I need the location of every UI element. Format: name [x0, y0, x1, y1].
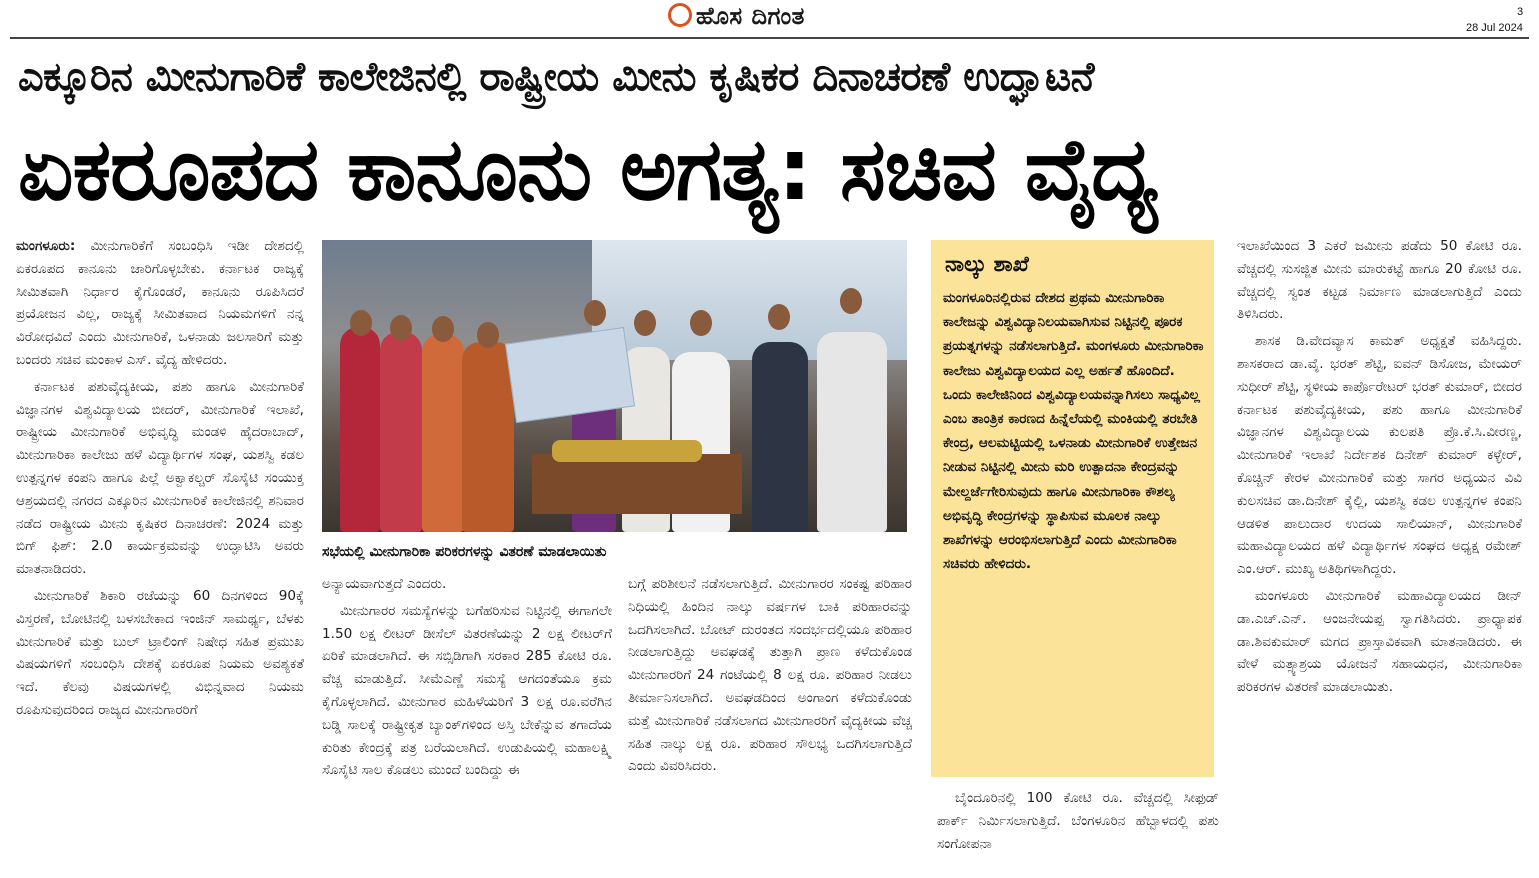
sidebar-box	[931, 240, 1214, 777]
photo-figure	[752, 342, 808, 532]
masthead	[0, 0, 1539, 38]
photo-head	[768, 304, 790, 330]
sidebar-title: ನಾಲ್ಕು ಶಾಖೆ	[945, 252, 1029, 276]
photo-head	[634, 310, 656, 336]
masthead-rule	[10, 37, 1529, 39]
photo-figure	[340, 327, 380, 532]
paragraph: ಮೀನುಗಾರಿಕೆ ಶಿಕಾರಿ ರಜೆಯನ್ನು 60 ದಿನಗಳಿಂದ 90ಕ್ಕೆ ವಿಸ್ತರಣೆ, ಬೋಟಿನಲ್ಲಿ ಬಳಸಬೇಕಾದ ಇಂಜಿನ್ ಸಾಮರ್ಥ್ಯ, ಬೆಳಕು ಮೀನುಗಾರಿಕೆ ಮತ್ತು ಬುಲ್ ಟ್ರಾಲಿಂಗ್ ನಿಷೇಧ ಸಹಿತ ಪ್ರಮುಖ ವಿಷಯಗಳಿಗೆ ಸಂಬಂಧಿಸಿ ದೇಶಕ್ಕೆ ಏಕರೂಪ ನಿಯಮ ಅವಶ್ಯಕತೆ ಇದೆ. ಕೆಲವು ವಿಷಯಗಳಲ್ಲಿ ವಿಭಿನ್ನವಾದ ನಿಯಮ ರೂಪಿಸುವುದರಿಂದ ರಾಜ್ಯದ ಮೀನುಗಾರರಿಗೆ	[16, 587, 304, 718]
sidebar-body: ಮಂಗಳೂರಿನಲ್ಲಿರುವ ದೇಶದ ಪ್ರಥಮ ಮೀನುಗಾರಿಕಾ ಕಾಲೇಜನ್ನು ವಿಶ್ವವಿದ್ಯಾನಿಲಯವಾಗಿಸುವ ನಿಟ್ಟಿನಲ್ಲಿ ಪೂರಕ ಪ್ರಯತ್ನಗಳನ್ನು ನಡೆಸಲಾಗುತ್ತಿದೆ. ಮಂಗಳೂರು ಮೀನುಗಾರಿಕಾ ಕಾಲೇಜು ವಿಶ್ವವಿದ್ಯಾಲಯದ ಎಲ್ಲ ಅರ್ಹತೆ ಹೊಂದಿದೆ. ಒಂದು ಕಾಲೇಜಿನಿಂದ ವಿಶ್ವವಿದ್ಯಾಲಯವನ್ನಾಗಿಸಲು ಸಾಧ್ಯವಿಲ್ಲ ಎಂಬ ತಾಂತ್ರಿಕ ಕಾರಣದ ಹಿನ್ನೆಲೆಯಲ್ಲಿ ಮಂಕಿಯಲ್ಲಿ ತರಬೇತಿ ಕೇಂದ್ರ, ಆಲಮಟ್ಟಿಯಲ್ಲಿ ಒಳನಾಡು ಮೀನುಗಾರಿಕೆ ಉತ್ತೇಜನ ನೀಡುವ ನಿಟ್ಟಿನಲ್ಲಿ ಮೀನು ಮರಿ ಉತ್ಪಾದನಾ ಕೇಂದ್ರವನ್ನು ಮೇಲ್ದರ್ಜೆಗೇರಿಸುವುದು ಹಾಗೂ ಮೀನುಗಾರಿಕಾ ಕೌಶಲ್ಯ ಅಭಿವೃದ್ಧಿ ಕೇಂದ್ರಗಳನ್ನು ಸ್ಥಾಪಿಸುವ ಮೂಲಕ ನಾಲ್ಕು ಶಾಖೆಗಳನ್ನು ಆರಂಭಿಸಲಾಗುತ್ತಿದೆ ಎಂದು ಮೀನುಗಾರಿಕಾ ಸಚಿವರು ಹೇಳಿದರು.	[943, 290, 1204, 573]
fishing-net-gift	[505, 327, 635, 423]
photo-head	[690, 310, 712, 336]
paragraph: ಇಲಾಖೆಯಿಂದ 3 ಎಕರೆ ಜಮೀನು ಪಡೆದು 50 ಕೋಟಿ ರೂ. ವೆಚ್ಚದಲ್ಲಿ ಸುಸಜ್ಜಿತ ಮೀನು ಮಾರುಕಟ್ಟೆ ಹಾಗೂ 20 ಕೋಟಿ ರೂ. ವೆಚ್ಚದಲ್ಲಿ ಸ್ವಂತ ಕಟ್ಟಡ ನಿರ್ಮಾಣ ಮಾಡಲಾಗುತ್ತಿದೆ ಎಂದು ತಿಳಿಸಿದರು.	[1237, 238, 1522, 323]
stage-table	[532, 454, 742, 514]
article-photo	[322, 240, 907, 532]
page-date: 28 Jul 2024	[1466, 22, 1523, 34]
paragraph: ಅನ್ಯಾಯವಾಗುತ್ತದೆ ಎಂದರು.	[322, 576, 447, 592]
paragraph: ಮಂಗಳೂರು ಮೀನುಗಾರಿಕೆ ಮಹಾವಿದ್ಯಾಲಯದ ಡೀನ್ ಡಾ.ಎಚ್.ಎನ್. ಆಂಜನೇಯಪ್ಪ ಸ್ವಾಗತಿಸಿದರು. ಪ್ರಾಧ್ಯಾಪಕ ಡಾ.ಶಿವಕುಮಾರ್ ಮಗದ ಪ್ರಾಸ್ತಾವಿಕವಾಗಿ ಮಾತನಾಡಿದರು. ಈ ವೇಳೆ ಮತ್ಸ್ಯಾಶ್ರಯ ಯೋಜನೆ ಸಹಾಯಧನ, ಮೀನುಗಾರಿಕಾ ಪರಿಕರಗಳ ವಿತರಣೆ ಮಾಡಲಾಯಿತು.	[1237, 587, 1522, 696]
paragraph	[16, 235, 304, 372]
photo-head	[350, 310, 372, 336]
photo-head	[477, 322, 499, 348]
paragraph: ಶಾಸಕ ಡಿ.ವೇದವ್ಯಾಸ ಕಾಮತ್ ಅಧ್ಯಕ್ಷತೆ ವಹಿಸಿದ್ದರು. ಶಾಸಕರಾದ ಡಾ.ವೈ. ಭರತ್ ಶೆಟ್ಟಿ, ಐವನ್ ಡಿಸೋಜ, ಮೇಯರ್ ಸುಧೀರ್ ಶೆಟ್ಟಿ, ಸ್ಥಳೀಯ ಕಾರ್ಪೊರೇಟರ್ ಭರತ್ ಕುಮಾರ್, ಬೀದರ ಕರ್ನಾಟಕ ಪಶುವೈದ್ಯಕೀಯ, ಪಶು ಹಾಗೂ ಮೀನುಗಾರಿಕೆ ವಿಜ್ಞಾನಗಳ ವಿಶ್ವವಿದ್ಯಾಲಯ ಕುಲಪತಿ ಪ್ರೊ.ಕೆ.ಸಿ.ವೀರಣ್ಣ, ಮೀನುಗಾರಿಕೆ ಇಲಾಖೆ ನಿರ್ದೇಶಕ ದಿನೇಶ್ ಕುಮಾರ್ ಕಳ್ಳೇರ್, ಕೊಚ್ಚಿನ್ ಕೇರಳ ಮೀನುಗಾರಿಕೆ ಮತ್ತು ಸಾಗರ ಅಧ್ಯಯನ ವಿವಿ ಕುಲಸಚಿವ ಡಾ.ದಿನೇಶ್ ಕೈಲ್ಲಿ, ಯಶಸ್ವಿ ಕಡಲ ಉತ್ಪನ್ನಗಳ ಕಂಪನಿ ಆಡಳಿತ ಪಾಲುದಾರ ಉದಯ ಸಾಲಿಯಾನ್, ಮೀನುಗಾರಿಕೆ ಮಹಾವಿದ್ಯಾಲಯದ ಹಳೆ ವಿದ್ಯಾರ್ಥಿಗಳ ಸಂಘದ ಅಧ್ಯಕ್ಷ ರಮೇಶ್ ಎಂ.ಆರ್. ಮುಖ್ಯ ಅತಿಥಿಗಳಾಗಿದ್ದರು.	[1237, 333, 1522, 578]
photo-figure	[817, 332, 887, 532]
flower-arrangement	[552, 440, 702, 462]
paragraph-text: ಮೀನುಗಾರಿಕೆಗೆ ಸಂಬಂಧಿಸಿ ಇಡೀ ದೇಶದಲ್ಲಿ ಏಕರೂಪದ ಕಾನೂನು ಜಾರಿಗೊಳ್ಳಬೇಕು. ಕರ್ನಾಟಕ ರಾಜ್ಯಕ್ಕೆ ಸೀಮಿತವಾಗಿ ನಿರ್ಧಾರ ಕೈಗೊಂಡರೆ, ಕಾನೂನು ರೂಪಿಸಿದರೆ ಪ್ರಯೋಜನ ವಿಲ್ಲ, ರಾಜ್ಯಕ್ಕೆ ಸೀಮಿತವಾದ ನಿಯಮಗಳಿಗೆ ನನ್ನ ವಿರೋಧವಿದೆ ಎಂದು ಮೀನುಗಾರಿಕೆ, ಒಳನಾಡು ಜಲಸಾರಿಗೆ ಮತ್ತು ಬಂದರು ಸಚಿವ ಮಂಕಾಳ ಎಸ್. ವೈದ್ಯ ಹೇಳಿದರು.	[16, 238, 304, 368]
logo-ring-icon	[668, 3, 692, 27]
photo-head	[432, 316, 454, 342]
photo-head	[390, 315, 412, 341]
article-column-2	[322, 573, 612, 863]
article-column-1	[16, 235, 304, 865]
dateline: ಮಂಗಳೂರು:	[16, 238, 76, 254]
newspaper-logo	[668, 2, 805, 30]
photo-figure	[380, 332, 422, 532]
photo-figure	[422, 334, 464, 532]
paragraph: ಬಗ್ಗೆ ಪರಿಶೀಲನೆ ನಡೆಸಲಾಗುತ್ತಿದೆ. ಮೀನುಗಾರರ ಸಂಕಷ್ಟ ಪರಿಹಾರ ನಿಧಿಯಲ್ಲಿ ಹಿಂದಿನ ನಾಲ್ಕು ವರ್ಷಗಳ ಬಾಕಿ ಪರಿಹಾರವನ್ನು ಒದಗಿಸಲಾಗಿದೆ. ಬೋಟ್ ದುರಂತದ ಸಂದರ್ಭದಲ್ಲಿಯೂ ಪರಿಹಾರ ನೀಡಲಾಗುತ್ತಿದ್ದು ಅವಘಡಕ್ಕೆ ತುತ್ತಾಗಿ ಪ್ರಾಣ ಕಳೆದುಕೊಂಡ ಮೀನುಗಾರರಿಗೆ 24 ಗಂಟೆಯಲ್ಲಿ 8 ಲಕ್ಷ ರೂ. ಪರಿಹಾರ ನೀಡಲು ತೀರ್ಮಾನಿಸಲಾಗಿದೆ. ಅವಘಡದಿಂದ ಅಂಗಾಂಗ ಕಳೆದುಕೊಂಡು ಮತ್ತೆ ಮೀನುಗಾರಿಕೆ ನಡೆಸಲಾಗದ ಮೀನುಗಾರರಿಗೆ ವೈದ್ಯಕೀಯ ವೆಚ್ಚ ಸಹಿತ ನಾಲ್ಕು ಲಕ್ಷ ರೂ. ಪರಿಹಾರ ಸೌಲಭ್ಯ ಒದಗಿಸಲಾಗುತ್ತಿದೆ ಎಂದು ವಿವರಿಸಿದರು.	[628, 576, 912, 775]
article-headline: ಏಕರೂಪದ ಕಾನೂನು ಅಗತ್ಯ: ಸಚಿವ ವೈದ್ಯ	[18, 120, 1158, 220]
article-kicker: ಎಕ್ಕೂರಿನ ಮೀನುಗಾರಿಕೆ ಕಾಲೇಜಿನಲ್ಲಿ ರಾಷ್ಟ್ರೀಯ ಮೀನು ಕೃಷಿಕರ ದಿನಾಚರಣೆ ಉದ್ಘಾಟನೆ	[18, 54, 1094, 100]
article-column-4	[937, 787, 1219, 867]
paragraph: ಮೀನುಗಾರರ ಸಮಸ್ಯೆಗಳನ್ನು ಬಗೆಹರಿಸುವ ನಿಟ್ಟಿನಲ್ಲಿ ಈಗಾಗಲೇ 1.50 ಲಕ್ಷ ಲೀಟರ್ ಡೀಸೆಲ್ ವಿತರಣೆಯನ್ನು 2 ಲಕ್ಷ ಲೀಟರ್‌ಗೆ ಏರಿಕೆ ಮಾಡಲಾಗಿದೆ. ಈ ಸಬ್ಸಿಡಿಗಾಗಿ ಸರಕಾರ 285 ಕೋಟಿ ರೂ. ವೆಚ್ಚ ಮಾಡುತ್ತಿದೆ. ಸೀಮೆಎಣ್ಣೆ ಸಮಸ್ಯೆ ಆಗದಂತೆಯೂ ಕ್ರಮ ಕೈಗೊಳ್ಳಲಾಗಿದೆ. ಮೀನುಗಾರ ಮಹಿಳೆಯರಿಗೆ 3 ಲಕ್ಷ ರೂ.ವರೆಗಿನ ಬಡ್ಡಿ ಸಾಲಕ್ಕೆ ರಾಷ್ಟ್ರೀಕೃತ ಬ್ಯಾಂಕ್‌ಗಳಿಂದ ಅಸ್ತಿ ಬೇಕೆನ್ನುವ ತಗಾದೆಯ ಕುರಿತು ಕೇಂದ್ರಕ್ಕೆ ಪತ್ರ ಬರೆಯಲಾಗಿದೆ. ಉಡುಪಿಯಲ್ಲಿ ಮಹಾಲಕ್ಷ್ಮಿ ಸೊಸೈಟಿ ಸಾಲ ಕೊಡಲು ಮುಂದೆ ಬಂದಿದ್ದು ಈ	[322, 602, 612, 779]
photo-head	[840, 288, 862, 314]
page-number: 3	[1517, 6, 1524, 18]
photo-head	[584, 300, 606, 326]
photo-figure	[462, 342, 514, 532]
article-column-5	[1237, 235, 1522, 865]
photo-caption: ಸಭೆಯಲ್ಲಿ ಮೀನುಗಾರಿಕಾ ಪರಿಕರಗಳನ್ನು ವಿತರಣೆ ಮಾಡಲಾಯಿತು	[322, 544, 607, 560]
brand-name: ಹೊಸ ದಿಗಂತ	[696, 2, 805, 30]
paragraph: ಕರ್ನಾಟಕ ಪಶುವೈದ್ಯಕೀಯ, ಪಶು ಹಾಗೂ ಮೀನುಗಾರಿಕೆ ವಿಜ್ಞಾನಗಳ ವಿಶ್ವವಿದ್ಯಾಲಯ ಬೀದರ್, ಮೀನುಗಾರಿಕೆ ಇಲಾಖೆ, ರಾಷ್ಟ್ರೀಯ ಮೀನುಗಾರಿಕೆ ಅಭಿವೃದ್ಧಿ ಮಂಡಳಿ ಹೈದರಾಬಾದ್, ಮೀನುಗಾರಿಕಾ ಕಾಲೇಜು ಹಳೆ ವಿದ್ಯಾರ್ಥಿಗಳ ಸಂಘ, ಯಶಸ್ವಿ ಕಡಲ ಉತ್ಪನ್ನಗಳ ಕಂಪನಿ ಹಾಗೂ ಪಿಲ್ಲೆ ಅಕ್ವಾಕಲ್ಚರ್ ಸೊಸೈಟಿ ಸಂಯುಕ್ತ ಆಶ್ರಯದಲ್ಲಿ ನಗರದ ಎಕ್ಕೂರಿನ ಮೀನುಗಾರಿಕೆ ಕಾಲೇಜಿನಲ್ಲಿ ಶನಿವಾರ ನಡೆದ ರಾಷ್ಟ್ರೀಯ ಮೀನು ಕೃಷಿಕರ ದಿನಾಚರಣೆ: 2024 ಮತ್ತು ಬಿಗ್ ಫಿಶ್: 2.0 ಕಾರ್ಯಕ್ರಮವನ್ನು ಉದ್ಘಾಟಿಸಿ ಅವರು ಮಾತನಾಡಿದರು.	[16, 378, 304, 578]
article-column-3	[628, 573, 912, 863]
paragraph: ಬೈಂದೂರಿನಲ್ಲಿ 100 ಕೋಟಿ ರೂ. ವೆಚ್ಚದಲ್ಲಿ ಸೀಫುಡ್ ಪಾರ್ಕ್ ನಿರ್ಮಿಸಲಾಗುತ್ತಿದೆ. ಬೆಂಗಳೂರಿನ ಹೆಬ್ಬಾಳದಲ್ಲಿ ಪಶು ಸಂಗೋಪನಾ	[937, 790, 1219, 852]
